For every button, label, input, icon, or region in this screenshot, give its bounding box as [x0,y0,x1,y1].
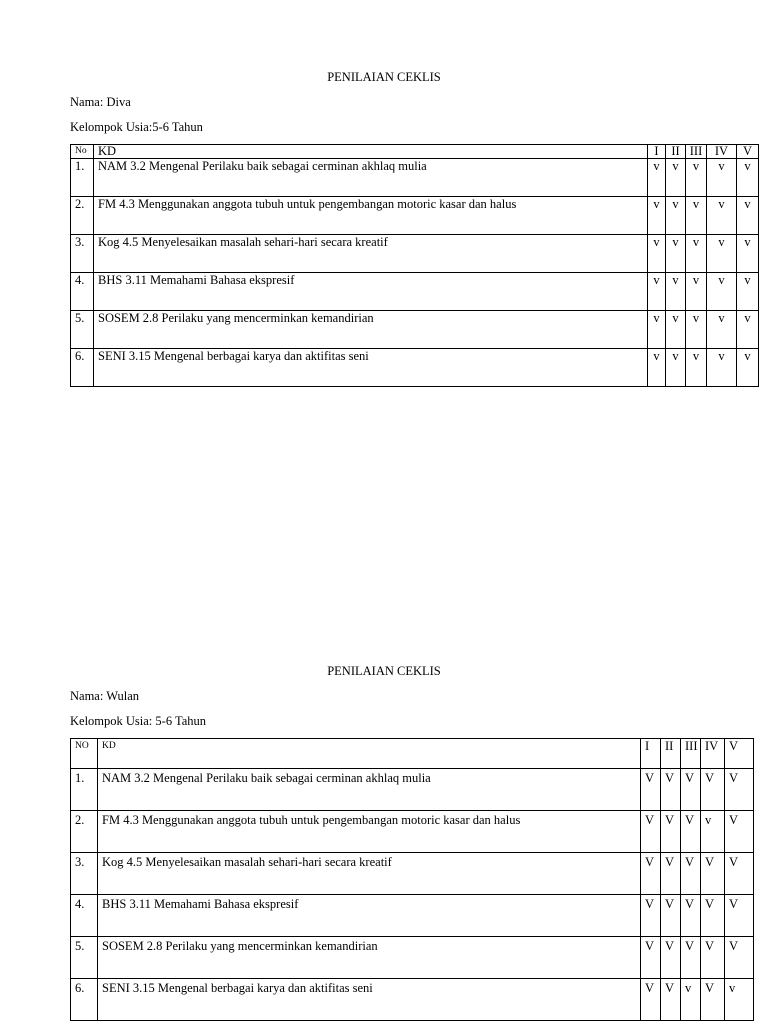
row-number: 5. [71,311,94,349]
check-mark: V [725,811,754,853]
check-mark: v [701,811,725,853]
check-mark: V [701,853,725,895]
row-number: 1. [71,769,98,811]
check-mark: V [661,853,681,895]
check-mark: V [725,853,754,895]
row-number: 4. [71,273,94,311]
check-mark: V [701,937,725,979]
form-title: PENILAIAN CEKLIS [327,664,441,678]
check-mark: V [641,769,661,811]
row-number: 6. [71,349,94,387]
check-mark: v [681,979,701,1021]
check-mark: V [641,811,661,853]
row-number: 6. [71,979,98,1021]
check-mark: V [641,979,661,1021]
check-mark: v [737,349,759,387]
table-row [71,811,754,853]
row-number: 5. [71,937,98,979]
header-no: No [71,145,94,159]
header-col-3: III [681,739,701,769]
check-mark: V [681,769,701,811]
row-kd: BHS 3.11 Memahami Bahasa ekspresif [94,273,648,311]
check-mark: v [648,349,666,387]
check-mark: v [707,159,737,197]
header-col-1: I [648,145,666,159]
check-mark: v [686,349,707,387]
row-kd: FM 4.3 Menggunakan anggota tubuh untuk pengembangan motoric kasar dan halus [94,197,648,235]
table-row [71,273,759,311]
check-mark: v [737,159,759,197]
table-row [71,159,759,197]
check-mark: V [681,811,701,853]
table-row [71,769,754,811]
check-mark: v [666,235,686,273]
row-kd: NAM 3.2 Mengenal Perilaku baik sebagai cerminan akhlaq mulia [94,159,648,197]
table-row [71,979,754,1021]
check-mark: V [701,769,725,811]
form-title: PENILAIAN CEKLIS [327,70,441,84]
header-col-5: V [737,145,759,159]
check-mark: v [648,197,666,235]
header-no: NO [71,739,98,769]
check-mark: V [725,937,754,979]
row-kd: SOSEM 2.8 Perilaku yang mencerminkan kemandirian [94,311,648,349]
row-number: 3. [71,853,98,895]
check-mark: V [681,937,701,979]
check-mark: v [737,311,759,349]
check-mark: V [725,895,754,937]
row-kd: SENI 3.15 Mengenal berbagai karya dan aktifitas seni [98,979,641,1021]
check-mark: V [641,937,661,979]
check-mark: V [701,895,725,937]
check-mark: V [661,895,681,937]
header-col-1: I [641,739,661,769]
row-number: 1. [71,159,94,197]
check-mark: v [648,159,666,197]
row-kd: FM 4.3 Menggunakan anggota tubuh untuk pengembangan motoric kasar dan halus [98,811,641,853]
age-group: Kelompok Usia:5-6 Tahun [70,120,203,134]
check-mark: V [681,853,701,895]
assessment-table [70,738,754,1021]
check-mark: v [666,197,686,235]
table-row [71,235,759,273]
table-header-row [71,145,759,159]
check-mark: v [666,311,686,349]
check-mark: v [737,235,759,273]
check-mark: V [661,937,681,979]
table-row [71,349,759,387]
check-mark: V [661,811,681,853]
assessment-table [70,144,759,387]
check-mark: v [648,273,666,311]
check-mark: v [686,311,707,349]
row-number: 2. [71,197,94,235]
check-mark: v [707,235,737,273]
header-col-2: II [666,145,686,159]
header-kd: KD [98,739,641,769]
check-mark: v [686,273,707,311]
check-mark: v [648,235,666,273]
row-kd: SENI 3.15 Mengenal berbagai karya dan aktifitas seni [94,349,648,387]
check-mark: v [648,311,666,349]
check-mark: V [701,979,725,1021]
header-col-4: IV [707,145,737,159]
table-header-row [71,739,754,769]
check-mark: v [686,197,707,235]
check-mark: V [725,769,754,811]
header-kd: KD [94,145,648,159]
check-mark: v [707,349,737,387]
row-kd: SOSEM 2.8 Perilaku yang mencerminkan kemandirian [98,937,641,979]
student-name: Nama: Wulan [70,689,140,703]
table-row [71,895,754,937]
check-mark: v [707,273,737,311]
header-col-2: II [661,739,681,769]
table-row [71,937,754,979]
row-kd: NAM 3.2 Mengenal Perilaku baik sebagai cerminan akhlaq mulia [98,769,641,811]
check-mark: V [661,769,681,811]
check-mark: v [686,235,707,273]
row-number: 4. [71,895,98,937]
age-group: Kelompok Usia: 5-6 Tahun [70,714,207,728]
row-number: 2. [71,811,98,853]
check-mark: v [686,159,707,197]
check-mark: V [681,895,701,937]
check-mark: v [666,273,686,311]
header-col-4: IV [701,739,725,769]
table-row [71,197,759,235]
student-name: Nama: Diva [70,95,131,109]
row-kd: Kog 4.5 Menyelesaikan masalah sehari-hari secara kreatif [94,235,648,273]
check-mark: V [641,895,661,937]
check-mark: v [666,349,686,387]
table-row [71,853,754,895]
table-row [71,311,759,349]
row-kd: BHS 3.11 Memahami Bahasa ekspresif [98,895,641,937]
check-mark: v [737,197,759,235]
check-mark: v [737,273,759,311]
header-col-5: V [725,739,754,769]
row-kd: Kog 4.5 Menyelesaikan masalah sehari-hari secara kreatif [98,853,641,895]
row-number: 3. [71,235,94,273]
check-mark: V [641,853,661,895]
check-mark: v [725,979,754,1021]
check-mark: v [707,197,737,235]
check-mark: V [661,979,681,1021]
header-col-3: III [686,145,707,159]
check-mark: v [666,159,686,197]
check-mark: v [707,311,737,349]
